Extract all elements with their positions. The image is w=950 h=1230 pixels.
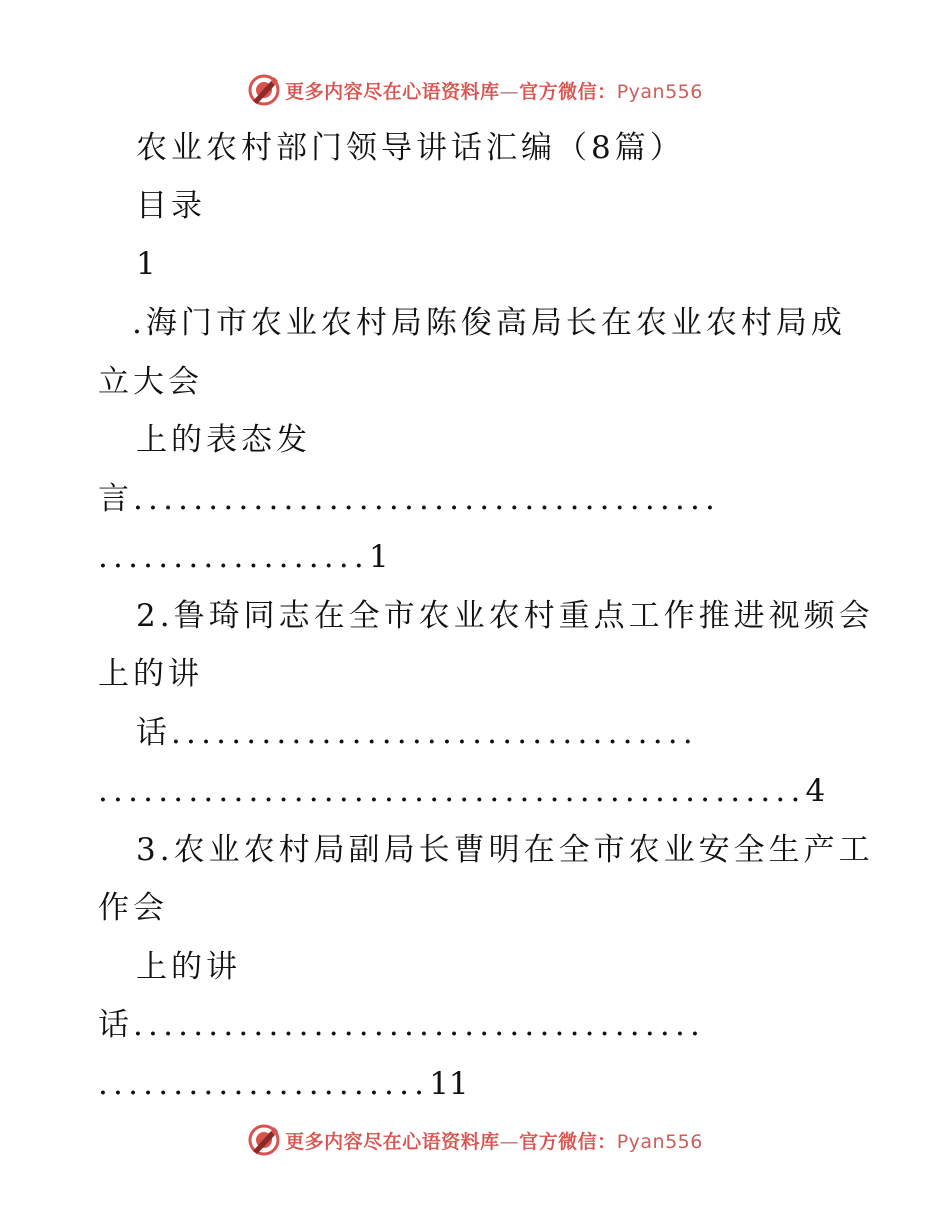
toc-entry-1-line-2: 立大会 (98, 364, 203, 400)
toc-entry-2-page: 4 (805, 773, 826, 809)
toc-entry-3-page-line (98, 1064, 469, 1104)
pen-in-circle-icon (247, 73, 281, 107)
wechat-id: Pyan556 (616, 1130, 703, 1153)
toc-entry-2-line-3: 话................................... (136, 715, 698, 751)
toc-entry-3-line-3: 上的讲 (136, 949, 241, 985)
toc-entry-1-line-3: 上的表态发 (136, 422, 311, 458)
toc-entry-2-page-line (98, 771, 825, 811)
toc-entry-3-page: 11 (429, 1066, 469, 1102)
toc-entry-3-line-1: 3.农业农村局副局长曹明在全市农业安全生产工 (136, 832, 874, 868)
banner-text: 更多内容尽在心语资料库—官方微信：Pyan556 (285, 80, 703, 103)
toc-entry-1-page-line (98, 537, 389, 577)
toc-leader-dots: .................. (98, 539, 369, 575)
toc-entry-1-line-4: 言....................................... (98, 481, 721, 517)
banner-text: 更多内容尽在心语资料库—官方微信：Pyan556 (285, 1130, 703, 1153)
footer-banner (0, 1120, 950, 1160)
pen-in-circle-icon (247, 1123, 281, 1157)
toc-leader-dots: ....................................... (133, 481, 721, 517)
toc-entry-3-line-2: 作会 (98, 890, 168, 926)
toc-entry-3-line-4: 话...................................... (98, 1007, 706, 1043)
toc-heading: 目录 (136, 188, 206, 224)
toc-entry-2-line-2: 上的讲 (98, 656, 203, 692)
toc-leader-dots: ............................................... (98, 773, 806, 809)
toc-leader-dots: ...................................... (133, 1007, 706, 1043)
toc-entry-1-line-1: .海门市农业农村局陈俊高局长在农业农村局成 (132, 305, 846, 341)
header-banner (0, 70, 950, 110)
toc-entry-1-number: 1 (136, 246, 160, 282)
wechat-id: Pyan556 (616, 80, 703, 103)
toc-entry-2-line-1: 2.鲁琦同志在全市农业农村重点工作推进视频会 (136, 598, 874, 634)
toc-entry-1-page: 1 (368, 539, 389, 575)
toc-leader-dots: ................................... (171, 715, 698, 751)
toc-leader-dots: ...................... (98, 1066, 430, 1102)
doc-title: 农业农村部门领导讲话汇编（8篇） (136, 130, 685, 166)
